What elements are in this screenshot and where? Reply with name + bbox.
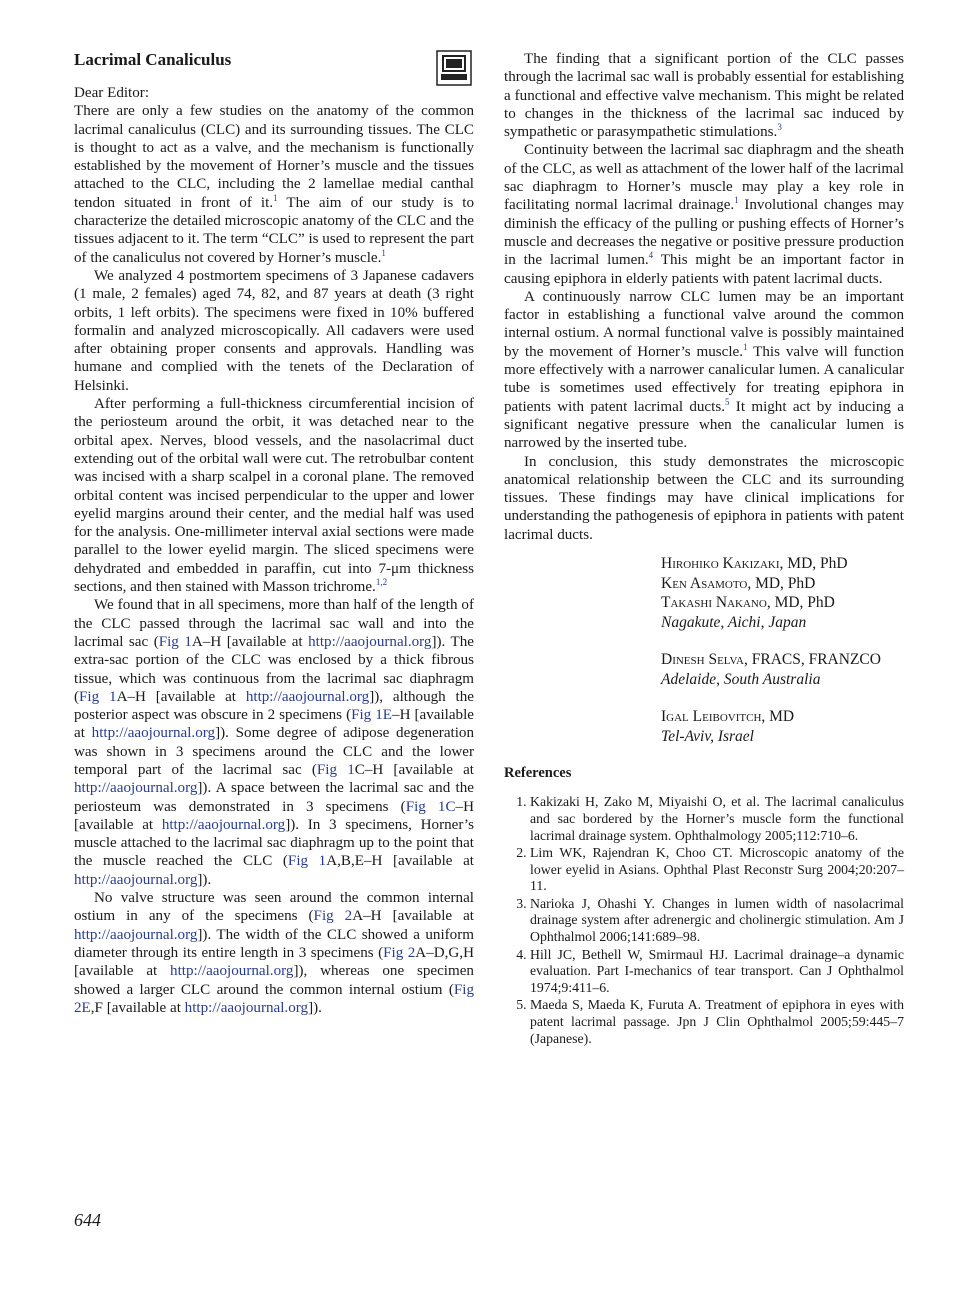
paragraph-results-2: No valve structure was seen around the common internal ostium in any of the specimens (Fig 2A–H [available at http://aaojournal.org]). The width of the CLC showed a uniform diameter through its entire length in 3 specimens (Fig 2A–D,G,H [available at http://aaojournal.org]), whereas one specimen showed a larger CLC around the common internal ostium (Fig 2E,F [available at http://aaojournal.org]). [74,890,474,1016]
reference-item: 5. Maeda S, Maeda K, Furuta A. Treatment of epiphora in eyes with patent lacrimal passage. Jpn J Clin Ophthalmol 2005;59:445–7 (Japanese). [530,997,904,1047]
reference-item: 4. Hill JC, Bethell W, Smirmaul HJ. Lacrimal drainage–a dynamic evaluation. Part I-mechanics of tear transport. Can J Ophthalmol 1974;9:411–6. [530,947,904,997]
author-block [661,554,904,746]
journal-url-link[interactable]: http://aaojournal.org [184,999,309,1016]
journal-url-link[interactable]: http://aaojournal.org [245,688,370,705]
journal-url-link[interactable]: http://aaojournal.org [74,871,198,888]
reference-item: 3. Narioka J, Ohashi Y. Changes in lumen width of nasolacrimal drainage system after adrenergic and cholinergic stimulation. Am J Ophthalmol 2006;141:689–98. [530,896,904,946]
author-name: Igal Leibovitch, MD [661,708,795,726]
author-affiliation: Tel-Aviv, Israel [661,727,754,745]
paragraph-methods-specimens: We analyzed 4 postmortem specimens of 3 Japanese cadavers (1 male, 2 females) aged 74, 82, and 87 years at death (3 right orbits, 1 left orbits). The specimens were fixed in 10% buffered formalin and analyzed microscopically. All cadavers were used after obtaining proper consents and approvals. Handling was humane and complied with the tenets of the Declaration of Helsinki. [74,267,474,394]
figure-link[interactable]: Fig 1 [316,761,355,778]
paragraph-discussion-3: A continuously narrow CLC lumen may be an important factor in establishing a functional valve around the common internal ostium. A normal functional valve is possibly maintained by the movement of Horner’s muscle.$^1$ This valve will function more effectively with a narrower canalicular lumen. A canalicular tube is sometimes used effectively for treating epiphora in patients with patent lacrimal ducts.$^5$ It might act by inducing a significant negative pressure when the canalicular lumen is narrowed by the inserted tube. [504,288,905,452]
author-name: Takashi Nakano, MD, PhD [661,594,835,612]
left-column [74,50,474,1017]
salutation: Dear Editor: [74,85,150,101]
page-number: 644 [74,1210,101,1230]
author-affiliation: Nagakute, Aichi, Japan [661,613,807,631]
author-name: Hirohiko Kakizaki, MD, PhD [661,555,848,573]
paragraph-results-1: We found that in all specimens, more than half of the length of the CLC passed through the lacrimal sac wall and into the lacrimal sac (Fig 1A–H [available at http://aaojournal.org]). The extra-sac portion of the CLC was enclosed by a thick fibrous tissue, which was continuous from the lacrimal sac diaphragm (Fig 1A–H [available at http://aaojournal.org]), although the posterior aspect was obscure in 2 specimens (Fig 1E–H [available at http://aaojournal.org]). Some degree of adipose degeneration was shown in 3 specimens around the CLC and the lower temporal part of the lacrimal sac (Fig 1C–H [available at http://aaojournal.org]). A space between the lacrimal sac and the periosteum was demonstrated in 3 specimens (Fig 1C–H [available at http://aaojournal.org]). In 3 specimens, Horner’s muscle attached to the lacrimal sac diaphragm up to the point that the muscle reached the CLC (Fig 1A,B,E–H [available at http://aaojournal.org]). [74,597,474,888]
journal-url-link[interactable]: http://aaojournal.org [74,780,198,797]
paragraph-intro: There are only a few studies on the anatomy of the common lacrimal canaliculus (CLC) and its surrounding tissues. The CLC is thought to act as a valve, and the mechanism is functionally established by the movement of Horner’s muscle and the tissues attached to the CLC, including the 2 lamellae medial canthal tendon situated in front of it.$^1$ The aim of our study is to characterize the detailed microscopic anatomy of the CLC and the tissues adjacent to it. The term “CLC” is used to represent the part of the canaliculus not covered by Horner’s muscle.$^1$ [74,103,475,266]
journal-url-link[interactable]: http://aaojournal.org [170,963,294,980]
paragraph-methods-sectioning: After performing a full-thickness circumferential incision of the periosteum around the orbit, it was detached near to the orbital apex. Nerves, blood vessels, and the nasolacrimal duct extending out of the orbital wall were cut. The retrobulbar content was incised with a sharp scalpel in a coronal plane. The removed orbital content was incised perpendicular to the upper and lower eyelid margins around their center, and the medial half was used for the analysis. One-millimeter interval axial sections were made parallel to the lower eyelid margin. The sliced specimens were dehydrated and embedded in paraffin, cut into 7-μm thickness sections, and then stained with Masson trichrome.$^{1,2}$ [74,396,474,596]
figure-link[interactable]: Fig 1 [158,633,192,650]
right-column [504,50,904,1048]
paragraph-discussion-1: The finding that a significant portion of the CLC passes through the lacrimal sac wall is probably essential for establishing a functional and effective valve mechanism. This might be related to changes in the thickness of the lacrimal sac induced by sympathetic or parasympathetic stimulations.$^3$ [504,51,904,141]
figure-link[interactable]: Fig 1C [405,798,456,815]
journal-url-link[interactable]: http://aaojournal.org [161,816,286,833]
paragraph-conclusion: In conclusion, this study demonstrates the microscopic anatomical relationship between the CLC and its surrounding tissues. These findings may have clinical implications for understanding the pathogenesis of epiphora in patients with patent lacrimal ducts. [504,453,904,543]
reference-item: 1. Kakizaki H, Zako M, Miyaishi O, et al. The lacrimal canaliculus and sac bordered by the Horner’s muscle form the functional lacrimal drainage system. Ophthalmology 2005;112:710–6. [530,794,904,844]
figure-link[interactable]: Fig 1 [79,688,117,705]
references-heading: References [504,765,572,782]
reference-item: 2. Lim WK, Rajendran K, Choo CT. Microscopic anatomy of the lower eyelid in Asians. Ophthal Plast Reconstr Surg 2004;20:207–11. [530,845,904,895]
figure-link[interactable]: Fig 2E [74,981,474,1016]
figure-link[interactable]: Fig 1 [287,853,327,870]
journal-url-link[interactable]: http://aaojournal.org [91,725,216,742]
author-affiliation: Adelaide, South Australia [661,670,821,688]
paragraph-discussion-2: Continuity between the lacrimal sac diaphragm and the sheath of the CLC, as well as attachment of the lower half of the lacrimal sac diaphragm to Horner’s muscle may play a key role in facilitating normal lacrimal drainage.$^1$ Involutional changes may diminish the efficacy of the pulling or pushing effects of Horner’s muscle and decreases the negative or positive pressure production in the lacrimal lumen.$^4$ This might be an important factor in causing epiphora in elderly patients with patent lacrimal ducts. [504,142,904,287]
author-name: Dinesh Selva, FRACS, FRANZCO [661,651,881,669]
author-name: Ken Asamoto, MD, PhD [661,574,816,592]
references-list [504,794,904,1047]
article-title: Lacrimal Canaliculus [74,50,232,69]
figure-link[interactable]: Fig 2 [313,908,353,925]
figure-link[interactable]: Fig 1E [351,707,393,724]
figure-link[interactable]: Fig 2 [383,944,416,961]
journal-url-link[interactable]: http://aaojournal.org [74,926,198,943]
journal-url-link[interactable]: http://aaojournal.org [308,633,432,650]
